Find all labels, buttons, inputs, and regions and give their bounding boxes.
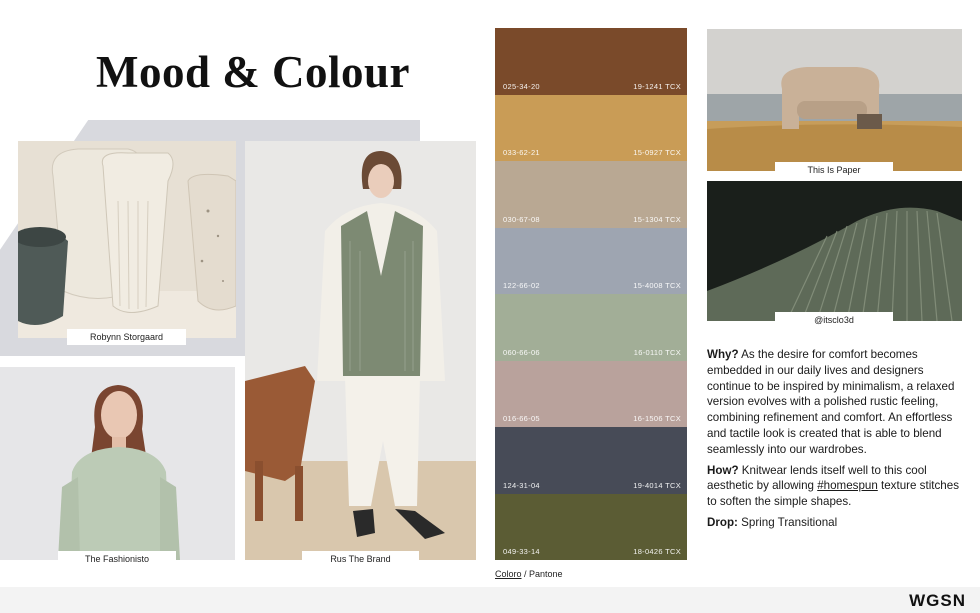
drop-paragraph bbox=[707, 515, 969, 531]
caption-this-is-paper: This Is Paper bbox=[775, 162, 893, 178]
model-knit-vest-image bbox=[245, 141, 476, 560]
page-title: Mood & Colour bbox=[96, 47, 410, 97]
source-coloro[interactable]: Coloro bbox=[495, 569, 522, 579]
colour-palette bbox=[495, 28, 687, 560]
colour-swatch bbox=[495, 361, 687, 428]
coloro-code: 049-33-14 bbox=[503, 547, 540, 556]
how-paragraph bbox=[707, 463, 969, 510]
pantone-code: 15-1304 TCX bbox=[633, 214, 681, 224]
photo-ceramics bbox=[18, 141, 236, 338]
pantone-code: 18-0426 TCX bbox=[633, 547, 681, 556]
pantone-code: 19-4014 TCX bbox=[633, 480, 681, 490]
how-body-1: Knitwear lends itself well to this cool aesthetic by allowing bbox=[707, 463, 927, 493]
coloro-code: 025-34-20 bbox=[503, 81, 540, 91]
why-paragraph bbox=[707, 347, 969, 458]
wgsn-logo: WGSN bbox=[909, 591, 966, 610]
coloro-code: 124-31-04 bbox=[503, 480, 540, 490]
pantone-code: 16-0110 TCX bbox=[633, 347, 681, 357]
photo-fashionisto bbox=[0, 367, 235, 560]
photo-itsclo3d bbox=[707, 181, 962, 321]
why-label: Why? bbox=[707, 348, 739, 361]
caption-rus-the-brand: Rus The Brand bbox=[302, 551, 419, 567]
source-pantone: Pantone bbox=[529, 569, 563, 579]
ceramic-vases-image bbox=[18, 141, 236, 338]
pantone-code: 16-1506 TCX bbox=[633, 414, 681, 423]
coloro-code: 033-62-21 bbox=[503, 148, 540, 157]
ribbed-knit-collar-image bbox=[707, 181, 962, 321]
model-knit-top-image bbox=[0, 367, 235, 560]
photo-this-is-paper bbox=[707, 29, 962, 171]
pantone-code: 19-1241 TCX bbox=[633, 81, 681, 91]
homespun-hashtag-link[interactable]: #homespun bbox=[817, 479, 878, 493]
caption-ceramics: Robynn Storgaard bbox=[67, 329, 186, 345]
pantone-code: 15-0927 TCX bbox=[633, 148, 681, 157]
coloro-code: 122-66-02 bbox=[503, 281, 540, 290]
colour-swatch bbox=[495, 28, 687, 95]
trend-description bbox=[707, 347, 969, 536]
source-separator: / bbox=[521, 569, 530, 579]
why-body: As the desire for comfort becomes embedded in our daily lives and designers continue to be inspired by minimalism, a relaxed version evolves with a polished rustic feeling, combining refinement and comfort. An effortless and tactile look is created that is able to blend seamlessly into our wardrobes. bbox=[707, 348, 955, 456]
coloro-code: 060-66-06 bbox=[503, 347, 540, 357]
caption-itsclo3d: @itsclo3d bbox=[775, 312, 893, 328]
coloro-code: 016-66-05 bbox=[503, 414, 540, 423]
drop-label: Drop: bbox=[707, 515, 738, 529]
footer-bar bbox=[0, 587, 980, 613]
photo-rus-the-brand bbox=[245, 141, 476, 560]
how-body-2: texture stitches to soften the simple shapes. bbox=[707, 479, 959, 509]
coloro-code: 030-67-08 bbox=[503, 214, 540, 224]
colour-swatch bbox=[495, 494, 687, 561]
pantone-code: 15-4008 TCX bbox=[633, 281, 681, 290]
how-label: How? bbox=[707, 463, 739, 477]
colour-swatch bbox=[495, 294, 687, 361]
colour-swatch bbox=[495, 228, 687, 295]
drop-value: Spring Transitional bbox=[737, 515, 838, 529]
caption-fashionisto: The Fashionisto bbox=[58, 551, 176, 567]
colour-swatch bbox=[495, 95, 687, 162]
colour-swatch bbox=[495, 427, 687, 494]
palette-source bbox=[495, 569, 563, 579]
colour-swatch bbox=[495, 161, 687, 228]
sculptural-chair-image bbox=[707, 29, 962, 171]
